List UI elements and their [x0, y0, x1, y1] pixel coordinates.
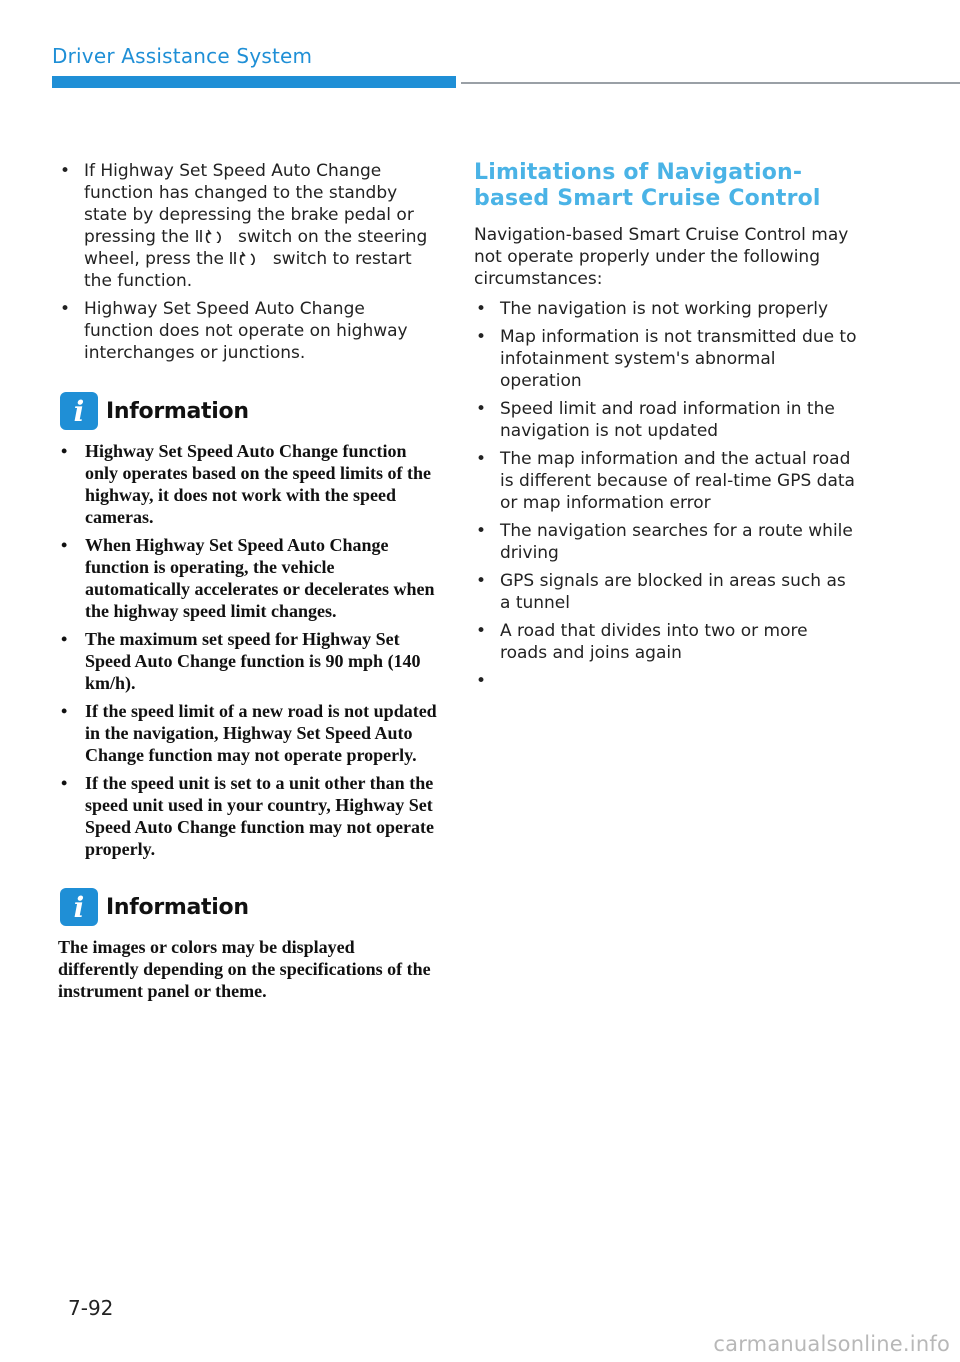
list-item-text: Highway Set Speed Auto Change function only operates based on the speed limits of the highway, it does not work with the speed cameras.	[85, 441, 431, 527]
header-rule	[461, 82, 960, 84]
information-heading	[58, 392, 438, 430]
list-item	[58, 298, 438, 364]
list-item	[474, 570, 858, 614]
bullet-glyph: •	[476, 299, 487, 319]
page-number: 7-92	[68, 1296, 114, 1320]
list-item-text: Speed limit and road information in the navigation is not updated	[500, 399, 835, 441]
bullet-glyph: •	[476, 399, 487, 419]
bullet-list	[58, 160, 438, 364]
right-column	[474, 160, 858, 691]
bullet-glyph: •	[60, 299, 71, 319]
list-item-text: switch to restart the function.	[84, 249, 412, 291]
information-heading	[58, 888, 438, 926]
list-item	[474, 398, 858, 442]
information-label: Information	[106, 894, 249, 920]
section-title: Limitations of Navigation-based Smart Cruise Control	[474, 160, 821, 211]
header-accent-bar	[52, 76, 456, 88]
list-item	[58, 628, 438, 694]
bullet-glyph: •	[476, 327, 487, 347]
list-item-text: Highway Set Speed Auto Change function does not operate on highway interchanges or junctions.	[84, 299, 408, 363]
list-item	[58, 700, 438, 766]
information-icon: i	[60, 392, 98, 430]
list-item-text: switch on the steering wheel, press the	[84, 227, 428, 269]
list-item-text: The navigation searches for a route while driving	[500, 521, 853, 563]
list-item	[58, 534, 438, 622]
list-item	[58, 772, 438, 860]
left-column	[58, 160, 438, 1002]
bullet-glyph: •	[61, 535, 68, 555]
information-label: Information	[106, 398, 249, 424]
bullet-glyph: •	[476, 449, 487, 469]
list-item	[474, 326, 858, 392]
bullet-glyph: •	[61, 441, 68, 461]
bullet-glyph: •	[476, 621, 487, 641]
list-item-text: The maximum set speed for Highway Set Speed Auto Change function is 90 mph (140 km/h).	[85, 629, 421, 693]
page-header-title: Driver Assistance System	[52, 44, 313, 68]
section-intro: Navigation-based Smart Cruise Control may not operate properly under the following circumstances:	[474, 225, 849, 289]
watermark: carmanualsonline.info	[713, 1332, 950, 1356]
list-item-text: A road that divides into two or more roads and joins again	[500, 621, 808, 663]
list-item	[474, 520, 858, 564]
list-item-text: The map information and the actual road is different because of real-time GPS data or map information error	[500, 449, 855, 513]
limitations-list	[474, 298, 858, 691]
information-note: The images or colors may be displayed differently depending on the specifications of the instrument panel or theme.	[58, 937, 431, 1001]
bullet-glyph: •	[476, 521, 487, 541]
list-item-text: If Highway Set Speed Auto Change function has changed to the standby state by depressing the brake pedal or pressing the	[84, 161, 414, 247]
information-list	[58, 440, 438, 860]
list-item	[474, 298, 858, 320]
bullet-glyph: •	[476, 671, 487, 691]
information-icon: i	[60, 888, 98, 926]
cruise-switch-icon	[229, 251, 267, 265]
bullet-glyph: •	[60, 161, 71, 181]
list-item-text: If the speed unit is set to a unit other than the speed unit used in your country, Highway Set Speed Auto Change function may not operate properly.	[85, 773, 435, 859]
bullet-glyph: •	[61, 701, 68, 721]
list-item-text: Map information is not transmitted due to infotainment system's abnormal operation	[500, 327, 857, 391]
list-item	[58, 160, 438, 292]
bullet-glyph: •	[476, 571, 487, 591]
bullet-glyph: •	[61, 773, 68, 793]
list-item	[474, 620, 858, 664]
list-item-text: GPS signals are blocked in areas such as a tunnel	[500, 571, 846, 613]
list-item	[58, 440, 438, 528]
list-item-text: If the speed limit of a new road is not updated in the navigation, Highway Set Speed Auto Change function may not operate properly.	[85, 701, 437, 765]
list-item-text: When Highway Set Speed Auto Change function is operating, the vehicle automatically accelerates or decelerates when the highway speed limit changes.	[85, 535, 435, 621]
bullet-glyph: •	[61, 629, 68, 649]
cruise-switch-icon	[195, 229, 233, 243]
list-item	[474, 448, 858, 514]
list-item-text: The navigation is not working properly	[500, 299, 829, 319]
